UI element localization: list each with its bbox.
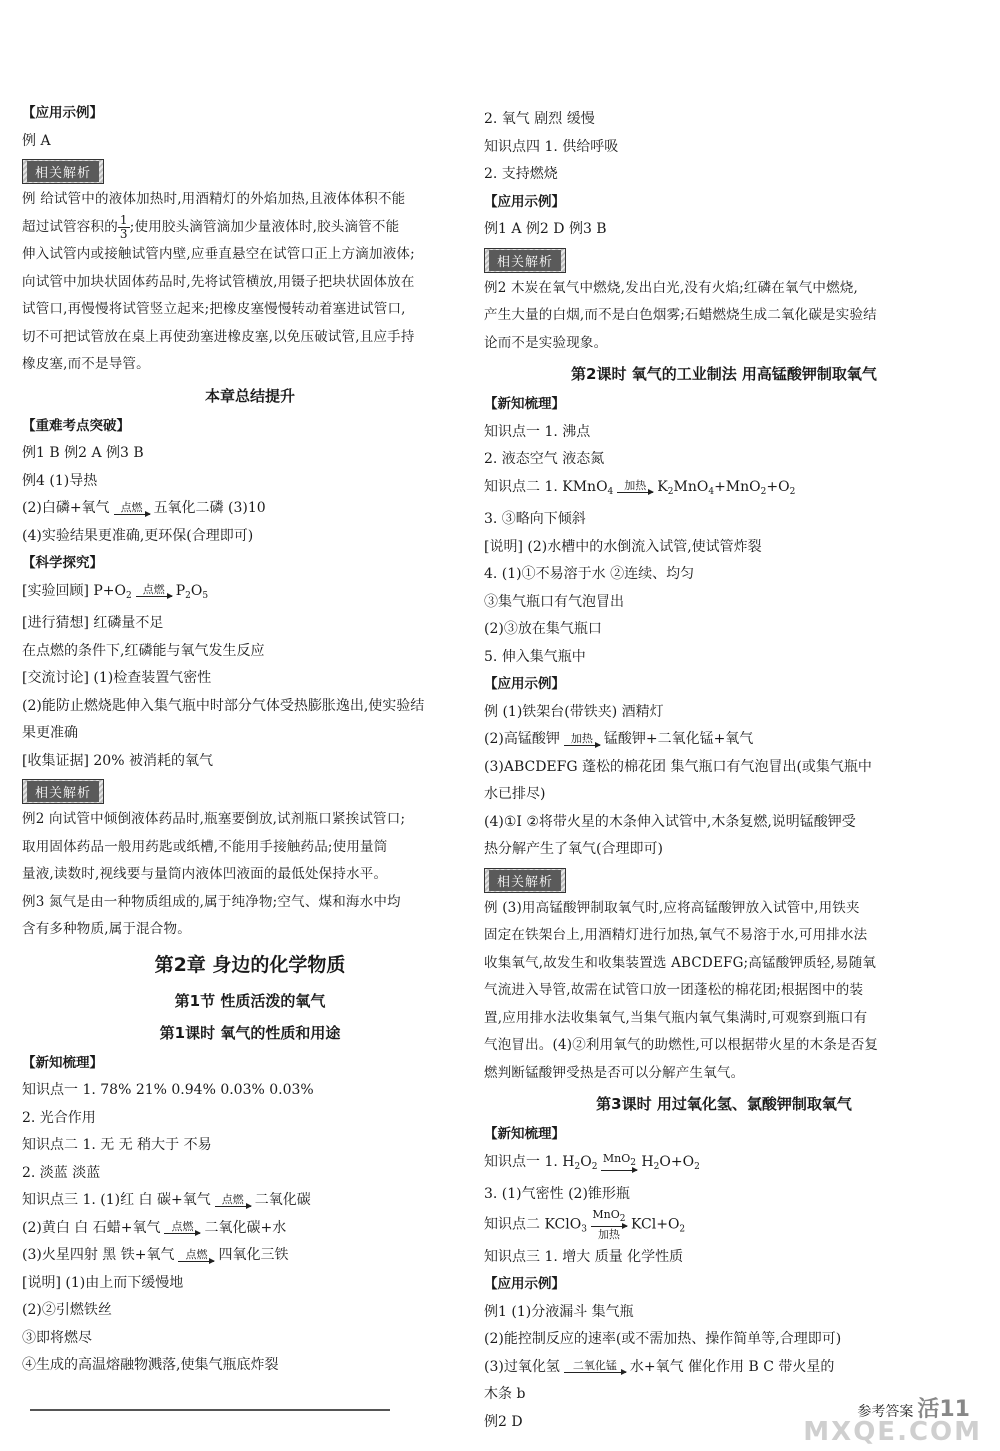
analysis-line: 置,应用排水法收集氧气,当集气瓶内氧气集满时,可观察到瓶口有: [484, 1009, 868, 1026]
answer-line: 2. 支持燃烧: [484, 166, 558, 182]
analysis-line: 收集氧气,故发生和收集装置选 ABCDEFG;高锰酸钾质轻,易随氧: [484, 954, 877, 971]
science-inquiry-heading: 【科学探究】: [22, 555, 103, 571]
analysis-tag: 相关解析: [484, 868, 566, 893]
analysis-line: 伸入试管内或接触试管内壁,应垂直悬空在试管口正上方滴加液体;: [22, 246, 415, 262]
reaction-arrow: MnO$_2$: [599, 1153, 639, 1171]
analysis-line: 向试管中加块状固体药品时,先将试管横放,用镊子把块状固体放在: [22, 273, 415, 290]
apply-example-heading: 【应用示例】: [22, 105, 103, 121]
key-points-heading: 【重难考点突破】: [22, 417, 130, 434]
analysis-line: 例 (3)用高锰酸钾制取氧气时,应将高锰酸钾放入试管中,用铁夹: [484, 899, 860, 916]
apply-example-heading: 【应用示例】: [484, 1276, 565, 1292]
answer-line: 例1 B 例2 A 例3 B: [22, 445, 144, 461]
footer-rule: [30, 1409, 390, 1411]
answer-line: ③即将燃尽: [22, 1329, 92, 1346]
lesson-title: 第3课时 用过氧化氢、氯酸钾制取氧气: [596, 1095, 852, 1113]
answer-line: 木条 b: [484, 1386, 526, 1402]
answer-line: 2. 淡蓝 淡蓝: [22, 1164, 101, 1181]
analysis-line: 产生大量的白烟,而不是白色烟雾;石蜡燃烧生成二氧化碳是实验结: [484, 307, 877, 323]
reaction-arrow: 点燃: [162, 1221, 202, 1234]
right-column: [484, 106, 964, 1436]
reaction-arrow: 点燃: [176, 1249, 216, 1262]
apply-example-heading: 【应用示例】: [484, 193, 565, 210]
new-knowledge-heading: 【新知梳理】: [484, 396, 565, 412]
answer-line: 水已排尽): [484, 786, 546, 802]
answer-line: 热分解产生了氧气(合理即可): [484, 841, 663, 857]
new-knowledge-heading: 【新知梳理】: [22, 1054, 103, 1071]
equation-line: [实验回顾] $P+O_2$ 点燃 $P_2O_5$: [22, 582, 209, 601]
answer-line: 例1 A 例2 D 例3 B: [484, 221, 607, 237]
answer-line: 例 A: [22, 132, 51, 149]
reaction-arrow: 加热: [562, 733, 602, 746]
analysis-line: 固定在铁架台上,用酒精灯进行加热,氧气不易溶于水,可用排水法: [484, 927, 868, 943]
answer-line: 2. 液态空气 液态氮: [484, 451, 605, 467]
answer-line: (2)能防止燃烧匙伸入集气瓶中时部分气体受热膨胀逸出,使实验结: [22, 697, 425, 714]
analysis-line: 例3 氮气是由一种物质组成的,属于纯净物;空气、煤和海水中均: [22, 893, 401, 910]
lesson-title: 第1课时 氧气的性质和用途: [159, 1023, 341, 1042]
answer-line: (2)能控制反应的速率(或不需加热、操作简单等,合理即可): [484, 1331, 842, 1347]
chapter-title: 第2章 身边的化学物质: [154, 953, 346, 976]
answer-line: 3. ③略向下倾斜: [484, 511, 586, 527]
analysis-line: 含有多种物质,属于混合物。: [22, 921, 191, 937]
answer-line: 例1 (1)分液漏斗 集气瓶: [484, 1303, 634, 1320]
fraction: $\frac{1}{3}$: [119, 212, 128, 241]
answer-line: ④生成的高温熔融物溅落,使集气瓶底炸裂: [22, 1357, 279, 1373]
summary-title: 本章总结提升: [204, 386, 295, 405]
analysis-tag: 相关解析: [22, 779, 104, 804]
analysis-line: 气流进入导管,故需在试管口放一团蓬松的棉花团;根据图中的装: [484, 982, 864, 998]
answer-line: [交流讨论] (1)检查装置气密性: [22, 670, 212, 686]
equation-line: (2)白磷+氧气 点燃 五氧化二磷 (3)10: [22, 500, 266, 516]
analysis-line: 例 给试管中的液体加热时,用酒精灯的外焰加热,且液体体积不能: [22, 191, 406, 207]
answer-line: [进行猜想] 红磷量不足: [22, 615, 164, 631]
analysis-line: 例2 木炭在氧气中燃烧,发出白光,没有火焰;红磷在氧气中燃烧,: [484, 279, 859, 296]
analysis-line: 例2 向试管中倾倒液体药品时,瓶塞要倒放,试剂瓶口紧挨试管口;: [22, 811, 406, 827]
answer-line: 知识点一 1. 78% 21% 0.94% 0.03% 0.03%: [22, 1082, 314, 1098]
reaction-arrow: 点燃: [213, 1194, 253, 1207]
apply-example-heading: 【应用示例】: [484, 676, 565, 692]
equation-line: 知识点二 1. KMnO$_4$ 加热 $K_2MnO_4+MnO_2+O_2$: [484, 478, 796, 497]
analysis-line: 论而不是实验现象。: [484, 334, 608, 351]
answer-line: 2. 光合作用: [22, 1109, 96, 1126]
answer-line: 例4 (1)导热: [22, 472, 98, 489]
answer-line: 例 (1)铁架台(带铁夹) 酒精灯: [484, 703, 664, 720]
answer-line: 2. 氧气 剧烈 缓慢: [484, 111, 595, 127]
analysis-tag: 相关解析: [22, 159, 104, 184]
reaction-arrow: 二氧化锰: [562, 1360, 628, 1373]
analysis-line: 燃判断锰酸钾受热是否可以分解产生氧气。: [484, 1064, 745, 1081]
answer-line: 知识点二 1. 无 无 稍大于 不易: [22, 1137, 212, 1153]
reaction-arrow: 点燃: [112, 502, 152, 515]
answer-line: [说明] (2)水槽中的水倒流入试管,使试管炸裂: [484, 538, 762, 555]
equation-line: (3)火星四射 黑 铁+氧气 点燃 四氧化三铁: [22, 1247, 289, 1263]
analysis-line: 切不可把试管放在桌上再使劲塞进橡皮塞,以免压破试管,且应手持: [22, 328, 415, 345]
analysis-line: 超过试管容积的 $\frac{1}{3}$ ;使用胶头滴管滴加少量液体时,胶头滴管不能: [22, 212, 400, 241]
answer-line: (2)③放在集气瓶口: [484, 621, 602, 637]
answer-line: [说明] (1)由上而下缓慢地: [22, 1274, 184, 1291]
reaction-arrow: 点燃: [134, 584, 174, 597]
equation-line: 知识点三 1. (1)红 白 碳+氧气 点燃 二氧化碳: [22, 1192, 311, 1208]
answer-line: [收集证据] 20% 被消耗的氧气: [22, 752, 213, 769]
new-knowledge-heading: 【新知梳理】: [484, 1126, 565, 1142]
analysis-line: 试管口,再慢慢将试管竖立起来;把橡皮塞慢慢转动着塞进试管口,: [22, 301, 406, 317]
answer-line: (4)①Ⅰ ②将带火星的木条伸入试管中,木条复燃,说明锰酸钾受: [484, 813, 856, 830]
section-title: 第1节 性质活泼的氧气: [174, 991, 326, 1010]
equation-line: (2)黄白 白 石蜡+氧气 点燃 二氧化碳+水: [22, 1219, 287, 1236]
answer-line: (3)ABCDEFG 蓬松的棉花团 集气瓶口有气泡冒出(或集气瓶中: [484, 758, 872, 775]
analysis-line: 气泡冒出。(4)②利用氧气的助燃性,可以根据带火星的木条是否复: [484, 1037, 879, 1053]
answer-line: 例2 D: [484, 1413, 523, 1430]
equation-line: (2)高锰酸钾 加热 锰酸钾+二氧化锰+氧气: [484, 731, 754, 747]
answer-line: 知识点一 1. 沸点: [484, 423, 591, 440]
answer-line: 5. 伸入集气瓶中: [484, 648, 586, 665]
answer-line: (2)②引燃铁丝: [22, 1302, 112, 1318]
answer-line: 知识点四 1. 供给呼吸: [484, 138, 619, 155]
analysis-line: 量液,读数时,视线要与量筒内液体凹液面的最低处保持水平。: [22, 866, 388, 882]
answer-line: 4. (1)①不易溶于水 ②连续、均匀: [484, 566, 695, 582]
answer-line: 知识点三 1. 增大 质量 化学性质: [484, 1248, 684, 1265]
answer-line: ③集气瓶口有气泡冒出: [484, 593, 624, 610]
answer-line: (4)实验结果更准确,更环保(合理即可): [22, 527, 254, 544]
footer-label: 参考答案: [857, 1404, 914, 1420]
reaction-arrow: 加热: [615, 480, 655, 493]
left-column: [22, 100, 478, 1380]
equation-line: 知识点一 1. $H_2O_2$ MnO$_2$ $H_2O+O_2$: [484, 1151, 700, 1172]
page-number: 活11: [917, 1397, 970, 1422]
reaction-arrow: MnO$_2$ 加热: [592, 1207, 626, 1241]
watermark-logo: MXQE.COM: [803, 1417, 982, 1447]
equation-line: (3)过氧化氢 二氧化锰 水+氧气 催化作用 B C 带火星的: [484, 1358, 835, 1375]
analysis-line: 橡皮塞,而不是导管。: [22, 356, 150, 372]
analysis-line: 取用固体药品一般用药匙或纸槽,不能用手接触药品;使用量筒: [22, 838, 388, 855]
equation-line: 知识点二 KClO$_3$ MnO$_2$ 加热 $KCl+O_2$: [484, 1207, 686, 1241]
answer-line: 果更准确: [22, 725, 78, 741]
answer-line: 3. (1)气密性 (2)锥形瓶: [484, 1186, 630, 1202]
lesson-title: 第2课时 氧气的工业制法 用高锰酸钾制取氧气: [571, 365, 877, 383]
analysis-tag: 相关解析: [484, 248, 566, 273]
answer-line: 在点燃的条件下,红磷能与氧气发生反应: [22, 642, 265, 659]
